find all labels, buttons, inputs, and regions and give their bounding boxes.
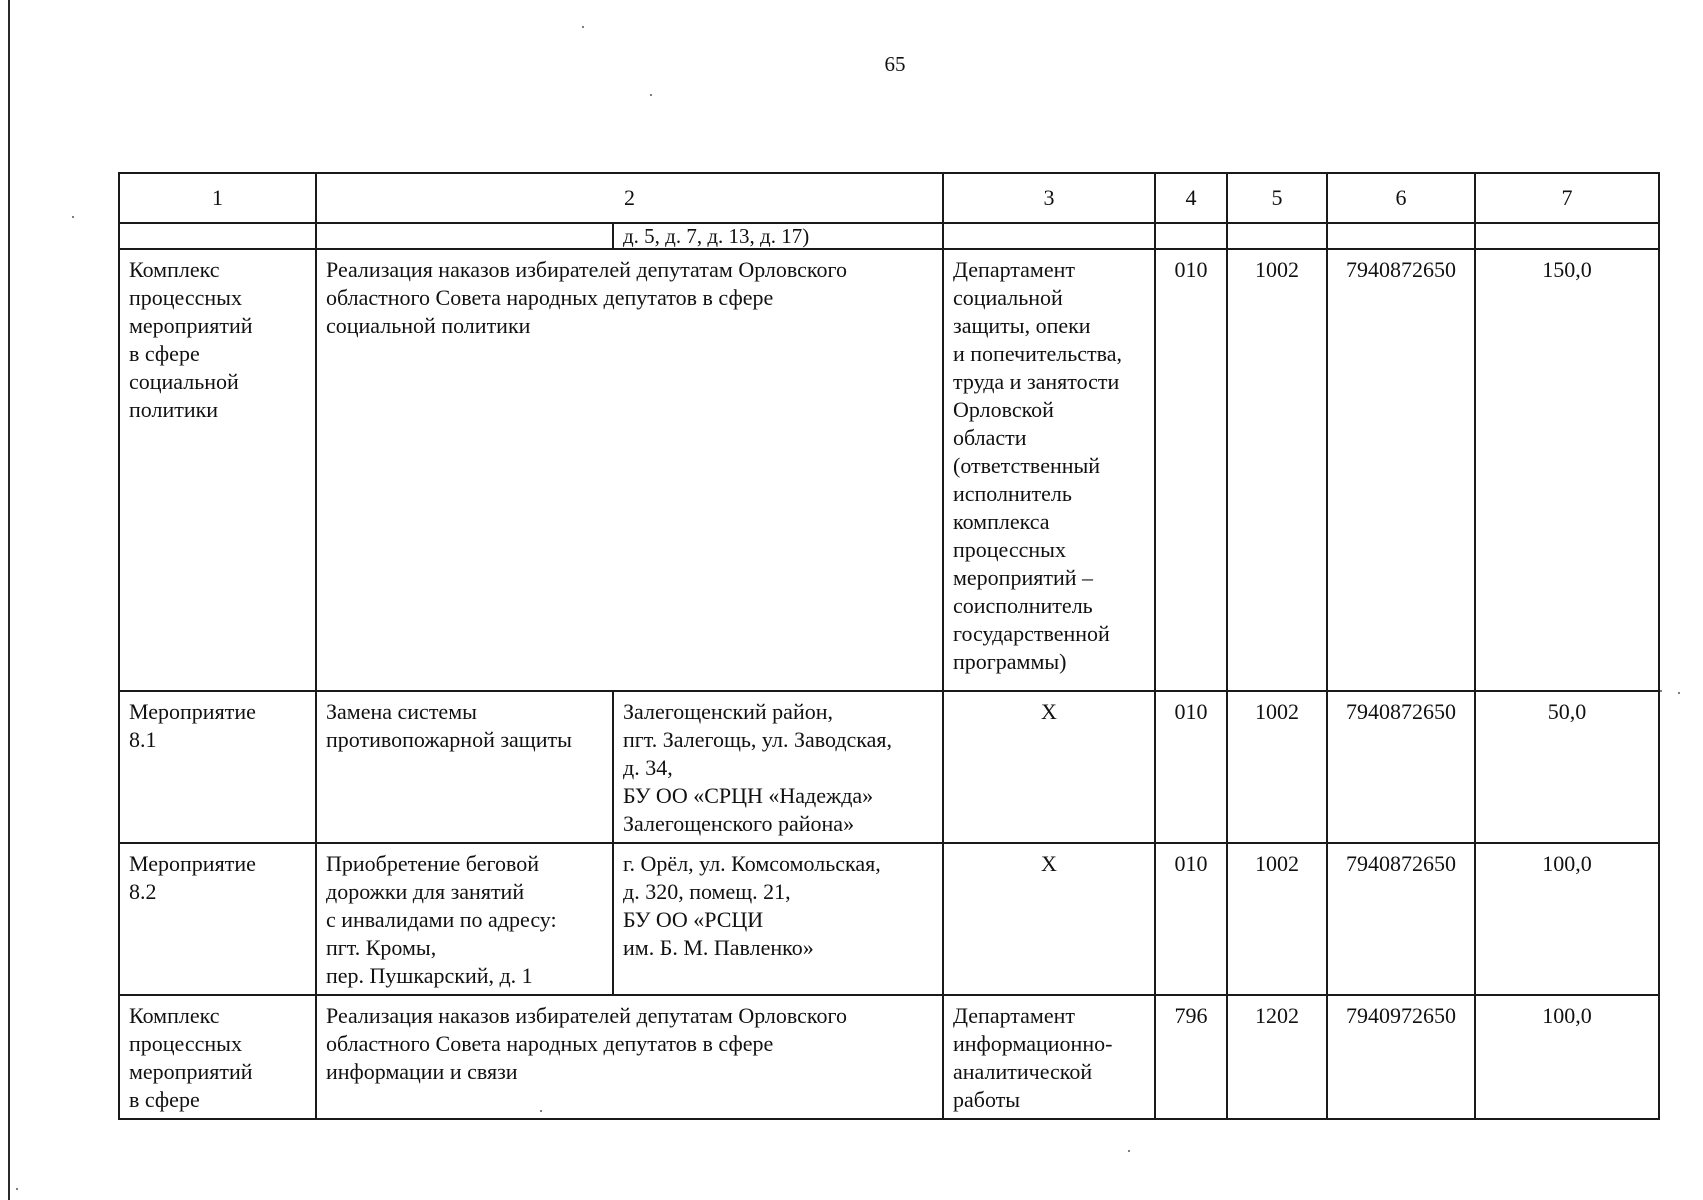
column-number: 7 [1475, 173, 1659, 223]
measure-description-cell: Замена системы противопожарной защиты [316, 691, 613, 843]
program-name-cell: Комплекс процессных мероприятий в сфере социальной политики [119, 249, 316, 691]
scan-speck [72, 216, 74, 218]
scan-speck [1678, 692, 1680, 694]
budget-table [118, 172, 1660, 1120]
section-code-cell: 1202 [1227, 995, 1327, 1119]
continuation-row [119, 223, 1659, 249]
amount-cell: 100,0 [1475, 995, 1659, 1119]
scan-speck [1660, 690, 1662, 692]
ministry-code-cell: 010 [1155, 249, 1227, 691]
column-number: 2 [316, 173, 943, 223]
column-number: 5 [1227, 173, 1327, 223]
table-row [119, 249, 1659, 691]
column-number: 4 [1155, 173, 1227, 223]
executor-cell: Департамент социальной защиты, опеки и попечительства, труда и занятости Орловской области (ответственный исполнитель комплекса процессных мероприятий – соисполнитель государственной программы) [943, 249, 1155, 691]
target-code-cell: 7940872650 [1327, 843, 1475, 995]
amount-cell: 150,0 [1475, 249, 1659, 691]
section-code-cell: 1002 [1227, 843, 1327, 995]
measure-name-cell: Мероприятие 8.2 [119, 843, 316, 995]
section-code-cell: 1002 [1227, 249, 1327, 691]
page-number: 65 [884, 52, 906, 76]
target-code-cell: 7940872650 [1327, 691, 1475, 843]
empty-cell [1227, 223, 1327, 249]
table-row [119, 691, 1659, 843]
scan-speck [582, 26, 584, 28]
scan-speck [650, 94, 652, 96]
scan-speck [1128, 1150, 1130, 1152]
page-edge-rule [8, 0, 10, 1200]
table-row [119, 843, 1659, 995]
measure-address-cell: Залегощенский район, пгт. Залегощь, ул. Заводская, д. 34, БУ ОО «СРЦН «Надежда» Залегощенского района» [613, 691, 943, 843]
executor-cell: Х [943, 691, 1155, 843]
empty-cell [316, 223, 613, 249]
measure-name-cell: Мероприятие 8.1 [119, 691, 316, 843]
column-number-row [119, 173, 1659, 223]
executor-cell: Х [943, 843, 1155, 995]
empty-cell [1155, 223, 1227, 249]
column-number: 6 [1327, 173, 1475, 223]
address-tail-cell: д. 5, д. 7, д. 13, д. 17) [613, 223, 943, 249]
ministry-code-cell: 010 [1155, 691, 1227, 843]
column-number: 3 [943, 173, 1155, 223]
empty-cell [1327, 223, 1475, 249]
ministry-code-cell: 010 [1155, 843, 1227, 995]
measure-address-cell: г. Орёл, ул. Комсомольская, д. 320, помещ. 21, БУ ОО «РСЦИ им. Б. М. Павленко» [613, 843, 943, 995]
target-code-cell: 7940972650 [1327, 995, 1475, 1119]
amount-cell: 100,0 [1475, 843, 1659, 995]
amount-cell: 50,0 [1475, 691, 1659, 843]
target-code-cell: 7940872650 [1327, 249, 1475, 691]
column-number: 1 [119, 173, 316, 223]
empty-cell [1475, 223, 1659, 249]
scan-speck [16, 1188, 18, 1190]
description-cell: Реализация наказов избирателей депутатам Орловского областного Совета народных депутатов в сфере информации и связи [316, 995, 943, 1119]
empty-cell [943, 223, 1155, 249]
empty-cell [119, 223, 316, 249]
ministry-code-cell: 796 [1155, 995, 1227, 1119]
executor-cell: Департамент информационно- аналитической работы [943, 995, 1155, 1119]
section-code-cell: 1002 [1227, 691, 1327, 843]
table-row [119, 995, 1659, 1119]
scan-speck [540, 1110, 542, 1112]
measure-description-cell: Приобретение беговой дорожки для занятий с инвалидами по адресу: пгт. Кромы, пер. Пушкарский, д. 1 [316, 843, 613, 995]
description-cell: Реализация наказов избирателей депутатам Орловского областного Совета народных депутатов в сфере социальной политики [316, 249, 943, 691]
program-name-cell: Комплекс процессных мероприятий в сфере [119, 995, 316, 1119]
